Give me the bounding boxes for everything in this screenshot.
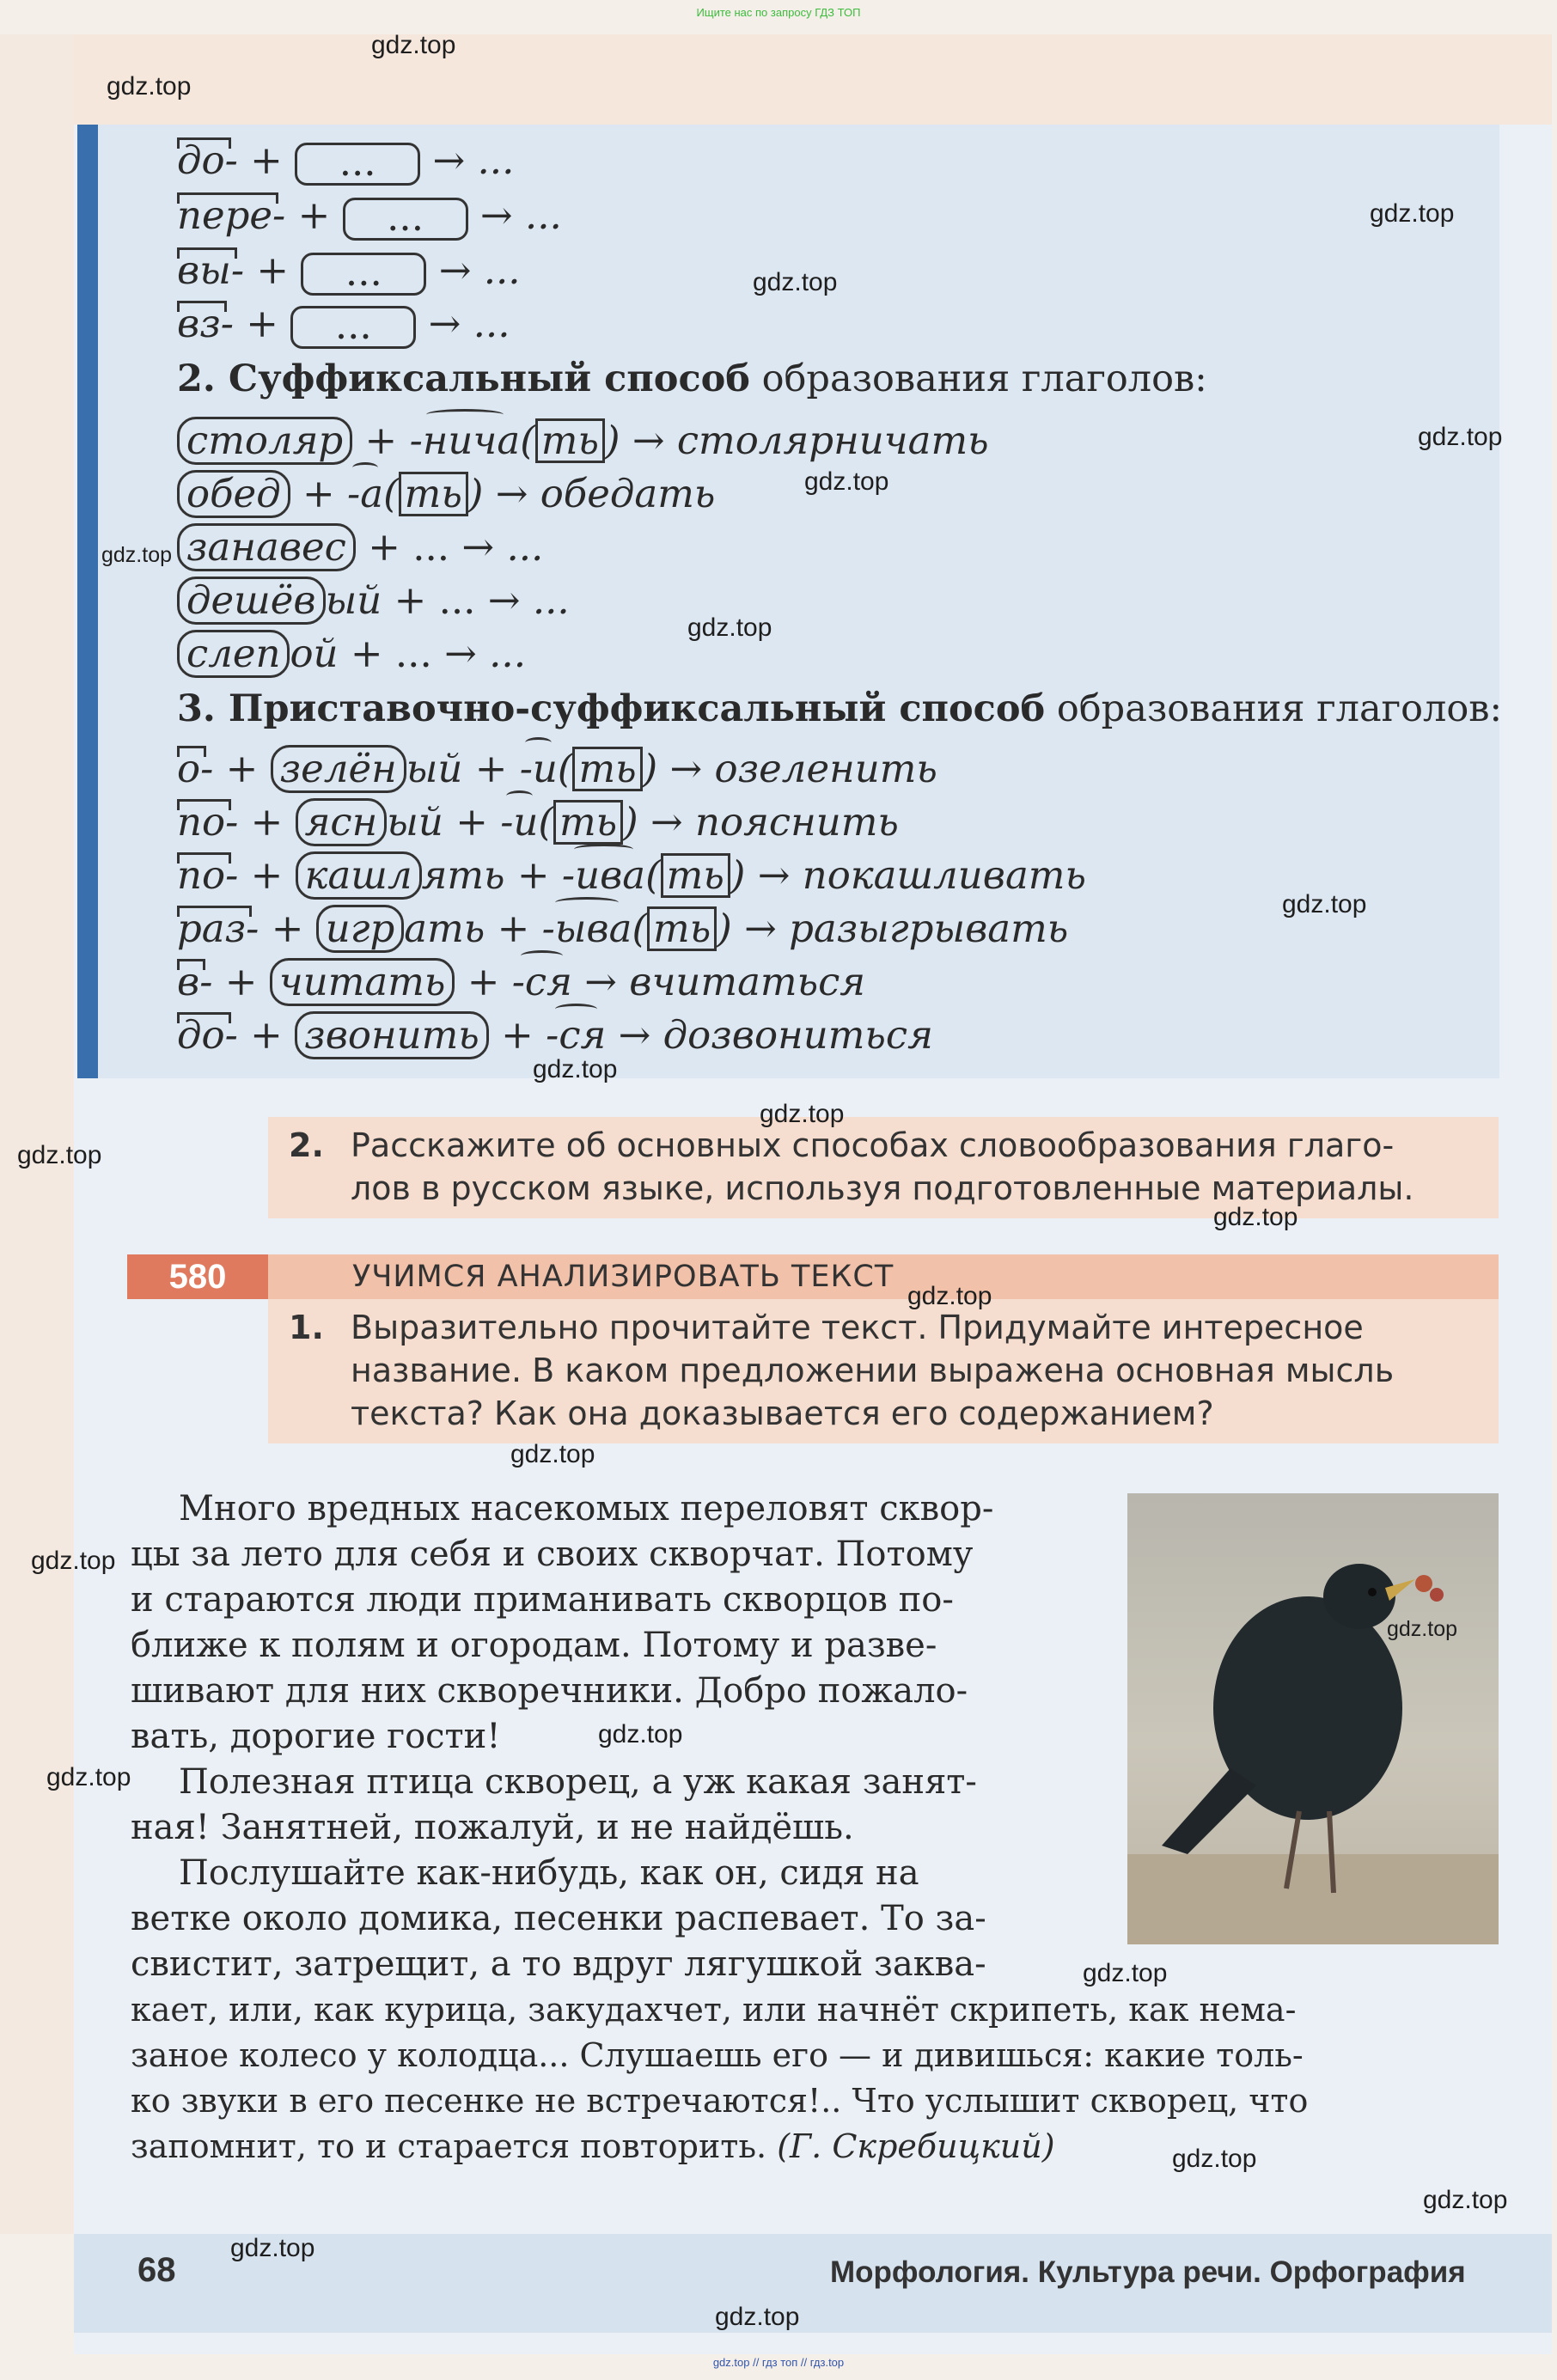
watermark: gdz.top	[17, 1141, 102, 1169]
top-banner: Ищите нас по запросу ГДЗ ТОП	[696, 6, 861, 19]
prefix-row-1: до- + ... → ...	[177, 134, 514, 187]
watermark: gdz.top	[510, 1440, 595, 1468]
footer-title: Морфология. Культура речи. Орфография	[830, 2255, 1466, 2289]
prefix: вз-	[177, 297, 234, 351]
result: обедать	[540, 471, 716, 516]
watermark: gdz.top	[907, 1282, 992, 1310]
ps-row-4: раз- + игр ать + -ыва( ть ) → разыгрывать	[177, 902, 1068, 955]
root-box: дешёв	[177, 577, 326, 625]
task-1-line3: текста? Как она доказывается его содержанием?	[351, 1394, 1214, 1432]
watermark: gdz.top	[804, 467, 889, 496]
text-line: Послушайте как-нибудь, как он, сидя на	[179, 1853, 919, 1893]
result: покашливать	[802, 852, 1086, 898]
result: ...	[473, 301, 510, 346]
ps-row-6: до- + звонить + -ся → дозвониться	[177, 1009, 933, 1062]
blank-box: ...	[290, 306, 416, 349]
text-line: ближе к полям и огородам. Потому и разве-	[131, 1626, 937, 1665]
root-box: занавес	[177, 523, 356, 571]
text-line: вать, дорогие гости!	[131, 1717, 501, 1756]
task-2-number: 2.	[289, 1126, 324, 1164]
suffix-row-4: дешёв ый + ... → ...	[177, 574, 570, 627]
watermark: gdz.top	[1418, 423, 1503, 451]
text-line: кает, или, как курица, закудахчет, или начнёт скрипеть, как нема-	[131, 1991, 1297, 2029]
text-line: цы за лето для себя и своих скворчат. Потому	[131, 1535, 974, 1574]
ending-box: ть	[647, 906, 717, 951]
root-box: ясн	[296, 798, 388, 846]
text-line: свистит, затрещит, а то вдруг лягушкой заква-	[131, 1944, 986, 1984]
text-line: ветке около домика, песенки распевает. То за-	[131, 1899, 986, 1938]
ps-row-5: в- + читать + -ся → вчитаться	[177, 955, 865, 1009]
ending-box: ть	[661, 853, 730, 898]
prefix-row-3: вы- + ... → ...	[177, 244, 521, 297]
suffix-row-2: обед + -а( ть ) → обедать	[177, 467, 715, 521]
task-2-line1: Расскажите об основных способах словообразования глаго-	[351, 1126, 1395, 1164]
ending-box: ть	[535, 418, 605, 463]
text-line: Много вредных насекомых переловят сквор-	[179, 1489, 994, 1529]
task-1-line2: название. В каком предложении выражена основная мысль	[351, 1352, 1395, 1389]
suffix-row-3: занавес + ... → ...	[177, 521, 543, 574]
suffix: -нича	[410, 414, 521, 467]
text-line: заное колесо у колодца... Слушаешь его — и дивишься: какие толь-	[131, 2036, 1304, 2074]
result: ...	[532, 577, 570, 623]
root-box: читать	[270, 958, 455, 1006]
ps-row-1: о- + зелён ый + -и( ть ) → озеленить	[177, 742, 937, 796]
watermark: gdz.top	[760, 1100, 845, 1128]
root-box: обед	[177, 470, 290, 518]
watermark: gdz.top	[46, 1763, 131, 1791]
blank-box: ...	[343, 198, 468, 241]
result: озеленить	[714, 746, 937, 791]
root-box: кашл	[296, 851, 422, 900]
result: разыгрывать	[789, 906, 1069, 951]
blank-box: ...	[295, 143, 420, 186]
watermark: gdz.top	[687, 613, 772, 642]
task-1-number: 1.	[289, 1309, 324, 1346]
task-1-line1: Выразительно прочитайте текст. Придумайте интересное	[351, 1309, 1364, 1346]
text-line: Полезная птица скворец, а уж какая занят-	[179, 1762, 977, 1802]
root-box: слеп	[177, 630, 290, 678]
text-line-last: запомнит, то и старается повторить. (Г. Скребицкий)	[131, 2127, 1055, 2165]
ending-box: ть	[553, 800, 623, 845]
heading-suffix-method: 2. Суффиксальный способ образования глаголов:	[177, 357, 1207, 400]
watermark: gdz.top	[1172, 2145, 1257, 2173]
watermark: gdz.top	[533, 1055, 618, 1083]
watermark: gdz.top	[230, 2234, 315, 2262]
author: (Г. Скребицкий)	[777, 2127, 1055, 2165]
section-title: УЧИМСЯ АНАЛИЗИРОВАТЬ ТЕКСТ	[352, 1260, 895, 1294]
ending-box: ть	[572, 747, 642, 791]
root-box: зелён	[271, 745, 406, 793]
text-line: ная! Занятней, пожалуй, и не найдёшь.	[131, 1808, 854, 1847]
result: ...	[483, 247, 521, 293]
blank-box: ...	[301, 253, 426, 296]
starling-bird-image	[1127, 1493, 1499, 1944]
top-strip	[74, 34, 1552, 125]
prefix: пере-	[177, 189, 285, 242]
text-line: шивают для них скворечники. Добро пожало-	[131, 1671, 968, 1711]
prefix-row-2: пере- + ... → ...	[177, 189, 562, 242]
text-line: ко звуки в его песенке не встречаются!.. Что услышит скворец, что	[131, 2082, 1309, 2120]
result: ...	[506, 524, 544, 570]
watermark: gdz.top	[1282, 890, 1367, 918]
root-box: звонить	[295, 1011, 489, 1059]
result: ...	[477, 137, 515, 183]
bottom-banner: gdz.top // гдз топ // гдз.top	[712, 2356, 845, 2369]
left-margin	[0, 34, 74, 2234]
result: столярничать	[676, 418, 989, 463]
result: ...	[524, 192, 562, 238]
watermark: gdz.top	[1083, 1959, 1168, 1987]
heading-prefix-suffix-method: 3. Приставочно-суффиксальный способ образования глаголов:	[177, 687, 1502, 730]
watermark: gdz.top	[1423, 2186, 1508, 2214]
prefix: вы-	[177, 244, 244, 297]
suffix: -а	[347, 467, 383, 521]
root-box: столяр	[177, 417, 352, 465]
starling-photo	[1127, 1493, 1499, 1944]
watermark: gdz.top	[598, 1720, 683, 1748]
watermark: gdz.top	[1387, 1617, 1458, 1641]
result: ...	[489, 631, 527, 676]
task-2-line2: лов в русском языке, используя подготовленные материалы.	[351, 1169, 1414, 1207]
watermark: gdz.top	[101, 543, 173, 567]
watermark: gdz.top	[753, 268, 838, 296]
ending-box: ть	[399, 472, 468, 516]
prefix-row-4: вз- + ... → ...	[177, 297, 510, 351]
text-line: и стараются люди приманивать скворцов по-	[131, 1580, 954, 1620]
watermark: gdz.top	[715, 2303, 800, 2331]
root-box: игр	[316, 905, 405, 953]
watermark: gdz.top	[1370, 199, 1455, 228]
ps-row-2: по- + ясн ый + -и( ть ) → пояснить	[177, 796, 899, 849]
result: вчитаться	[629, 959, 866, 1004]
suffix-row-5: слеп ой + ... → ...	[177, 627, 526, 680]
suffix-row-1: столяр + -нича( ть ) → столярничать	[177, 414, 989, 467]
watermark: gdz.top	[1213, 1203, 1298, 1231]
watermark: gdz.top	[107, 72, 192, 101]
page-number: 68	[137, 2251, 176, 2289]
result: пояснить	[695, 799, 899, 845]
ps-row-3: по- + кашл ять + -ива( ть ) → покашливать	[177, 849, 1086, 902]
watermark: gdz.top	[31, 1547, 116, 1575]
exercise-number: 580	[127, 1254, 268, 1299]
watermark: gdz.top	[371, 31, 456, 59]
prefix: до-	[177, 134, 238, 187]
examples-box-bar	[77, 125, 98, 1078]
result: дозвониться	[662, 1012, 933, 1058]
